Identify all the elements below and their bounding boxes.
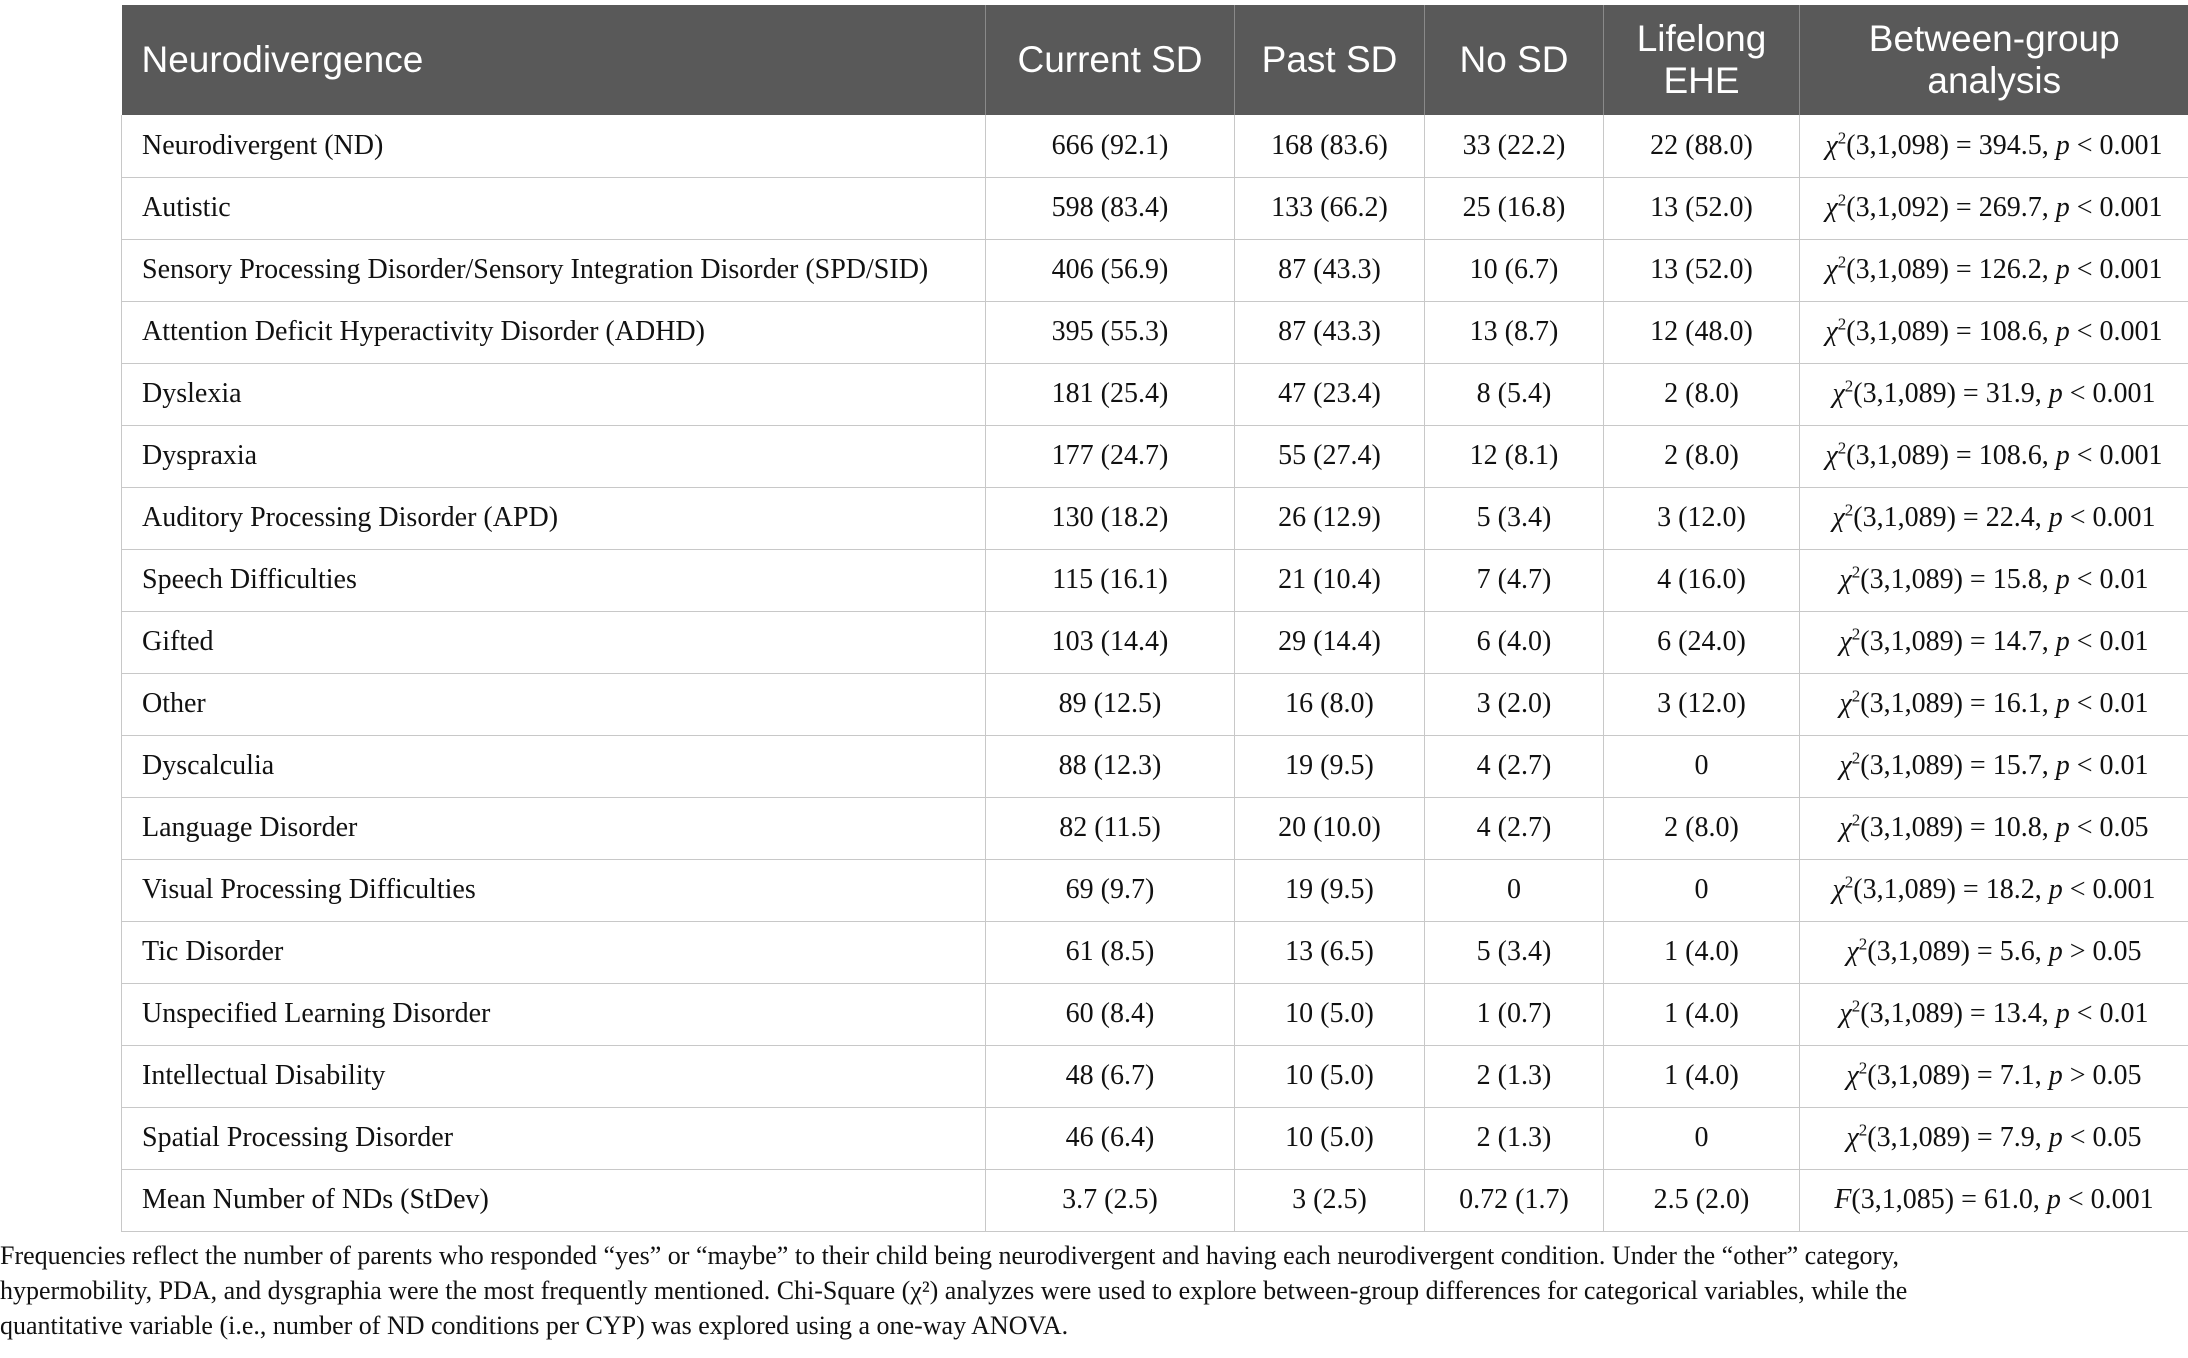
stat-symbol: χ bbox=[1839, 626, 1852, 657]
cell-current-sd: 395 (55.3) bbox=[986, 301, 1235, 363]
table-row bbox=[122, 363, 2188, 425]
cell-between-group-analysis bbox=[1800, 487, 2188, 549]
cell-past-sd: 3 (2.5) bbox=[1235, 1169, 1425, 1231]
cell-lifelong-ehe: 0 bbox=[1604, 859, 1800, 921]
neurodivergence-table bbox=[121, 5, 2188, 1232]
stat-superscript: 2 bbox=[1858, 1120, 1868, 1140]
cell-past-sd: 10 (5.0) bbox=[1235, 1107, 1425, 1169]
stat-superscript: 2 bbox=[1837, 438, 1847, 458]
cell-lifelong-ehe: 13 (52.0) bbox=[1604, 177, 1800, 239]
stat-superscript: 2 bbox=[1844, 500, 1854, 520]
cell-lifelong-ehe: 22 (88.0) bbox=[1604, 115, 1800, 177]
stat-symbol: χ bbox=[1846, 1060, 1859, 1091]
table-row bbox=[122, 1169, 2188, 1231]
stat-p-symbol: p bbox=[2048, 936, 2063, 967]
table-row bbox=[122, 1045, 2188, 1107]
cell-past-sd: 55 (27.4) bbox=[1235, 425, 1425, 487]
cell-current-sd: 406 (56.9) bbox=[986, 239, 1235, 301]
table-row bbox=[122, 301, 2188, 363]
cell-lifelong-ehe: 2 (8.0) bbox=[1604, 797, 1800, 859]
cell-current-sd: 69 (9.7) bbox=[986, 859, 1235, 921]
table-row bbox=[122, 425, 2188, 487]
stat-args: (3,1,089) = 16.1, bbox=[1860, 688, 2056, 719]
stat-args: (3,1,089) = 13.4, bbox=[1860, 998, 2056, 1029]
header-neurodivergence: Neurodivergence bbox=[122, 5, 986, 115]
cell-lifelong-ehe: 1 (4.0) bbox=[1604, 1045, 1800, 1107]
cell-past-sd: 20 (10.0) bbox=[1235, 797, 1425, 859]
row-label: Autistic bbox=[122, 177, 986, 239]
cell-between-group-analysis bbox=[1800, 673, 2188, 735]
stat-symbol: χ bbox=[1825, 316, 1838, 347]
cell-between-group-analysis bbox=[1800, 425, 2188, 487]
stat-symbol: F bbox=[1834, 1184, 1852, 1215]
cell-current-sd: 177 (24.7) bbox=[986, 425, 1235, 487]
stat-symbol: χ bbox=[1839, 564, 1852, 595]
cell-no-sd: 33 (22.2) bbox=[1425, 115, 1604, 177]
cell-no-sd: 2 (1.3) bbox=[1425, 1045, 1604, 1107]
stat-symbol: χ bbox=[1825, 254, 1838, 285]
stat-p-symbol: p bbox=[2055, 440, 2070, 471]
cell-current-sd: 103 (14.4) bbox=[986, 611, 1235, 673]
stat-p-symbol: p bbox=[2048, 1122, 2063, 1153]
stat-superscript: 2 bbox=[1837, 190, 1847, 210]
stat-superscript: 2 bbox=[1844, 872, 1854, 892]
cell-between-group-analysis bbox=[1800, 797, 2188, 859]
stat-args: (3,1,089) = 108.6, bbox=[1846, 440, 2056, 471]
stat-superscript: 2 bbox=[1851, 810, 1861, 830]
table-row bbox=[122, 983, 2188, 1045]
stat-symbol: χ bbox=[1825, 129, 1838, 161]
stat-args: (3,1,089) = 126.2, bbox=[1846, 254, 2056, 285]
cell-between-group-analysis bbox=[1800, 921, 2188, 983]
stat-p-value: < 0.01 bbox=[2069, 564, 2149, 595]
cell-no-sd: 5 (3.4) bbox=[1425, 921, 1604, 983]
table-row bbox=[122, 797, 2188, 859]
stat-p-symbol: p bbox=[2055, 564, 2070, 595]
stat-args: (3,1,089) = 10.8, bbox=[1860, 812, 2056, 843]
stat-symbol: χ bbox=[1832, 378, 1845, 409]
cell-lifelong-ehe: 4 (16.0) bbox=[1604, 549, 1800, 611]
stat-args: (3,1,089) = 22.4, bbox=[1853, 502, 2049, 533]
cell-between-group-analysis bbox=[1800, 983, 2188, 1045]
cell-current-sd: 89 (12.5) bbox=[986, 673, 1235, 735]
stat-args: (3,1,098) = 394.5, bbox=[1846, 129, 2056, 161]
stat-args: (3,1,089) = 15.7, bbox=[1860, 750, 2056, 781]
stat-p-value: < 0.001 bbox=[2069, 254, 2163, 285]
stat-superscript: 2 bbox=[1851, 748, 1861, 768]
table-row bbox=[122, 115, 2188, 177]
stat-p-symbol: p bbox=[2055, 316, 2070, 347]
row-label: Spatial Processing Disorder bbox=[122, 1107, 986, 1169]
table-row bbox=[122, 239, 2188, 301]
cell-no-sd: 3 (2.0) bbox=[1425, 673, 1604, 735]
cell-no-sd: 4 (2.7) bbox=[1425, 797, 1604, 859]
row-label: Mean Number of NDs (StDev) bbox=[122, 1169, 986, 1231]
table-footnote: Frequencies reflect the number of parents who responded “yes” or “maybe” to their child being neurodivergent and having each neurodivergent condition. Under the “other” category, hypermobility, PDA, and dysgraphia were the most frequently mentioned. Chi-Square (χ²) analyzes were used to explore between-group differences for categorical variables, while the quantitative variable (i.e., number of ND conditions per CYP) was explored using a one-way ANOVA. bbox=[0, 1241, 1908, 1340]
stat-p-value: > 0.05 bbox=[2062, 936, 2142, 967]
stat-p-value: < 0.001 bbox=[2069, 316, 2163, 347]
cell-between-group-analysis bbox=[1800, 177, 2188, 239]
cell-lifelong-ehe: 3 (12.0) bbox=[1604, 487, 1800, 549]
cell-past-sd: 16 (8.0) bbox=[1235, 673, 1425, 735]
stat-symbol: χ bbox=[1839, 998, 1852, 1029]
stat-p-value: < 0.001 bbox=[2062, 378, 2156, 409]
stat-symbol: χ bbox=[1846, 936, 1859, 967]
cell-lifelong-ehe: 0 bbox=[1604, 735, 1800, 797]
stat-superscript: 2 bbox=[1837, 252, 1847, 272]
cell-between-group-analysis bbox=[1800, 1045, 2188, 1107]
cell-current-sd: 46 (6.4) bbox=[986, 1107, 1235, 1169]
cell-no-sd: 13 (8.7) bbox=[1425, 301, 1604, 363]
stat-symbol: χ bbox=[1839, 750, 1852, 781]
cell-current-sd: 82 (11.5) bbox=[986, 797, 1235, 859]
table-row bbox=[122, 177, 2188, 239]
header-current-sd: Current SD bbox=[986, 5, 1235, 115]
stat-args: (3,1,089) = 108.6, bbox=[1846, 316, 2056, 347]
cell-current-sd: 181 (25.4) bbox=[986, 363, 1235, 425]
cell-lifelong-ehe: 12 (48.0) bbox=[1604, 301, 1800, 363]
cell-lifelong-ehe: 2 (8.0) bbox=[1604, 363, 1800, 425]
cell-between-group-analysis bbox=[1800, 611, 2188, 673]
row-label: Dyslexia bbox=[122, 363, 986, 425]
cell-no-sd: 0 bbox=[1425, 859, 1604, 921]
header-between-group-analysis: Between-group analysis bbox=[1800, 5, 2188, 115]
row-label: Tic Disorder bbox=[122, 921, 986, 983]
cell-current-sd: 48 (6.7) bbox=[986, 1045, 1235, 1107]
stat-p-symbol: p bbox=[2048, 1060, 2063, 1091]
cell-past-sd: 168 (83.6) bbox=[1235, 115, 1425, 177]
stat-p-symbol: p bbox=[2046, 1184, 2061, 1215]
cell-current-sd: 115 (16.1) bbox=[986, 549, 1235, 611]
stat-p-value: < 0.05 bbox=[2069, 812, 2149, 843]
cell-between-group-analysis bbox=[1800, 1107, 2188, 1169]
cell-lifelong-ehe: 6 (24.0) bbox=[1604, 611, 1800, 673]
cell-lifelong-ehe: 2 (8.0) bbox=[1604, 425, 1800, 487]
cell-past-sd: 29 (14.4) bbox=[1235, 611, 1425, 673]
stat-symbol: χ bbox=[1832, 874, 1845, 905]
cell-no-sd: 12 (8.1) bbox=[1425, 425, 1604, 487]
stat-p-symbol: p bbox=[2055, 626, 2070, 657]
row-label: Attention Deficit Hyperactivity Disorder (ADHD) bbox=[122, 301, 986, 363]
cell-past-sd: 87 (43.3) bbox=[1235, 301, 1425, 363]
row-label: Sensory Processing Disorder/Sensory Integration Disorder (SPD/SID) bbox=[122, 239, 986, 301]
cell-between-group-analysis bbox=[1800, 1169, 2188, 1231]
row-label: Visual Processing Difficulties bbox=[122, 859, 986, 921]
table-row bbox=[122, 549, 2188, 611]
stat-args: (3,1,089) = 14.7, bbox=[1860, 626, 2056, 657]
stat-superscript: 2 bbox=[1851, 562, 1861, 582]
stat-p-value: < 0.001 bbox=[2069, 440, 2163, 471]
cell-past-sd: 47 (23.4) bbox=[1235, 363, 1425, 425]
header-past-sd: Past SD bbox=[1235, 5, 1425, 115]
cell-no-sd: 10 (6.7) bbox=[1425, 239, 1604, 301]
cell-current-sd: 666 (92.1) bbox=[986, 115, 1235, 177]
row-label: Neurodivergent (ND) bbox=[122, 115, 986, 177]
stat-args: (3,1,092) = 269.7, bbox=[1846, 192, 2056, 223]
stat-p-symbol: p bbox=[2055, 688, 2070, 719]
cell-no-sd: 0.72 (1.7) bbox=[1425, 1169, 1604, 1231]
row-label: Unspecified Learning Disorder bbox=[122, 983, 986, 1045]
cell-current-sd: 3.7 (2.5) bbox=[986, 1169, 1235, 1231]
stat-args: (3,1,089) = 15.8, bbox=[1860, 564, 2056, 595]
stat-superscript: 2 bbox=[1851, 624, 1861, 644]
stat-args: (3,1,089) = 18.2, bbox=[1853, 874, 2049, 905]
table-row bbox=[122, 487, 2188, 549]
stat-superscript: 2 bbox=[1837, 128, 1847, 148]
stat-superscript: 2 bbox=[1858, 934, 1868, 954]
stat-args: (3,1,089) = 7.9, bbox=[1867, 1122, 2049, 1153]
cell-between-group-analysis bbox=[1800, 735, 2188, 797]
cell-lifelong-ehe: 0 bbox=[1604, 1107, 1800, 1169]
stat-superscript: 2 bbox=[1851, 996, 1861, 1016]
cell-past-sd: 19 (9.5) bbox=[1235, 735, 1425, 797]
stat-superscript: 2 bbox=[1858, 1058, 1868, 1078]
cell-past-sd: 19 (9.5) bbox=[1235, 859, 1425, 921]
stat-p-symbol: p bbox=[2055, 254, 2070, 285]
row-label: Other bbox=[122, 673, 986, 735]
stat-p-symbol: p bbox=[2055, 750, 2070, 781]
stat-p-symbol: p bbox=[2055, 192, 2070, 223]
cell-between-group-analysis bbox=[1800, 549, 2188, 611]
stat-p-value: < 0.05 bbox=[2062, 1122, 2142, 1153]
table-row bbox=[122, 1107, 2188, 1169]
row-label: Gifted bbox=[122, 611, 986, 673]
cell-no-sd: 1 (0.7) bbox=[1425, 983, 1604, 1045]
cell-past-sd: 13 (6.5) bbox=[1235, 921, 1425, 983]
stat-p-value: < 0.001 bbox=[2062, 874, 2156, 905]
stat-p-value: < 0.001 bbox=[2069, 192, 2163, 223]
cell-current-sd: 598 (83.4) bbox=[986, 177, 1235, 239]
stat-p-value: < 0.001 bbox=[2069, 129, 2163, 161]
stat-superscript: 2 bbox=[1837, 314, 1847, 334]
cell-past-sd: 133 (66.2) bbox=[1235, 177, 1425, 239]
cell-past-sd: 26 (12.9) bbox=[1235, 487, 1425, 549]
stat-p-value: < 0.001 bbox=[2060, 1184, 2154, 1215]
cell-lifelong-ehe: 1 (4.0) bbox=[1604, 921, 1800, 983]
stat-args: (3,1,089) = 31.9, bbox=[1853, 378, 2049, 409]
cell-between-group-analysis bbox=[1800, 115, 2188, 177]
row-label: Auditory Processing Disorder (APD) bbox=[122, 487, 986, 549]
row-label: Dyspraxia bbox=[122, 425, 986, 487]
table-row bbox=[122, 611, 2188, 673]
cell-between-group-analysis bbox=[1800, 239, 2188, 301]
cell-no-sd: 8 (5.4) bbox=[1425, 363, 1604, 425]
table-row bbox=[122, 735, 2188, 797]
stat-superscript: 2 bbox=[1844, 376, 1854, 396]
stat-symbol: χ bbox=[1846, 1122, 1859, 1153]
cell-lifelong-ehe: 1 (4.0) bbox=[1604, 983, 1800, 1045]
row-label: Intellectual Disability bbox=[122, 1045, 986, 1107]
cell-past-sd: 87 (43.3) bbox=[1235, 239, 1425, 301]
cell-no-sd: 2 (1.3) bbox=[1425, 1107, 1604, 1169]
stat-p-symbol: p bbox=[2055, 998, 2070, 1029]
header-no-sd: No SD bbox=[1425, 5, 1604, 115]
cell-between-group-analysis bbox=[1800, 301, 2188, 363]
stat-symbol: χ bbox=[1839, 688, 1852, 719]
cell-no-sd: 25 (16.8) bbox=[1425, 177, 1604, 239]
cell-no-sd: 5 (3.4) bbox=[1425, 487, 1604, 549]
stat-p-value: < 0.001 bbox=[2062, 502, 2156, 533]
stat-p-symbol: p bbox=[2055, 129, 2070, 161]
stat-symbol: χ bbox=[1825, 440, 1838, 471]
stat-p-value: < 0.01 bbox=[2069, 688, 2149, 719]
cell-between-group-analysis bbox=[1800, 363, 2188, 425]
cell-past-sd: 10 (5.0) bbox=[1235, 983, 1425, 1045]
stat-p-value: < 0.01 bbox=[2069, 626, 2149, 657]
header-lifelong-ehe: Lifelong EHE bbox=[1604, 5, 1800, 115]
cell-between-group-analysis bbox=[1800, 859, 2188, 921]
cell-current-sd: 130 (18.2) bbox=[986, 487, 1235, 549]
cell-current-sd: 61 (8.5) bbox=[986, 921, 1235, 983]
stat-p-value: < 0.01 bbox=[2069, 998, 2149, 1029]
cell-past-sd: 21 (10.4) bbox=[1235, 549, 1425, 611]
data-table-container bbox=[121, 5, 2188, 1232]
stat-symbol: χ bbox=[1839, 812, 1852, 843]
cell-lifelong-ehe: 3 (12.0) bbox=[1604, 673, 1800, 735]
stat-args: (3,1,085) = 61.0, bbox=[1851, 1184, 2047, 1215]
cell-no-sd: 6 (4.0) bbox=[1425, 611, 1604, 673]
row-label: Language Disorder bbox=[122, 797, 986, 859]
stat-p-symbol: p bbox=[2048, 502, 2063, 533]
table-row bbox=[122, 673, 2188, 735]
stat-p-value: < 0.01 bbox=[2069, 750, 2149, 781]
table-row bbox=[122, 859, 2188, 921]
cell-no-sd: 7 (4.7) bbox=[1425, 549, 1604, 611]
stat-args: (3,1,089) = 5.6, bbox=[1867, 936, 2049, 967]
row-label: Dyscalculia bbox=[122, 735, 986, 797]
stat-p-value: > 0.05 bbox=[2062, 1060, 2142, 1091]
cell-lifelong-ehe: 13 (52.0) bbox=[1604, 239, 1800, 301]
stat-symbol: χ bbox=[1825, 192, 1838, 223]
stat-superscript: 2 bbox=[1851, 686, 1861, 706]
cell-current-sd: 60 (8.4) bbox=[986, 983, 1235, 1045]
stat-args: (3,1,089) = 7.1, bbox=[1867, 1060, 2049, 1091]
stat-symbol: χ bbox=[1832, 502, 1845, 533]
cell-past-sd: 10 (5.0) bbox=[1235, 1045, 1425, 1107]
stat-p-symbol: p bbox=[2048, 378, 2063, 409]
cell-no-sd: 4 (2.7) bbox=[1425, 735, 1604, 797]
row-label: Speech Difficulties bbox=[122, 549, 986, 611]
stat-p-symbol: p bbox=[2055, 812, 2070, 843]
table-row bbox=[122, 921, 2188, 983]
cell-current-sd: 88 (12.3) bbox=[986, 735, 1235, 797]
header-row bbox=[122, 5, 2188, 115]
stat-p-symbol: p bbox=[2048, 874, 2063, 905]
cell-lifelong-ehe: 2.5 (2.0) bbox=[1604, 1169, 1800, 1231]
